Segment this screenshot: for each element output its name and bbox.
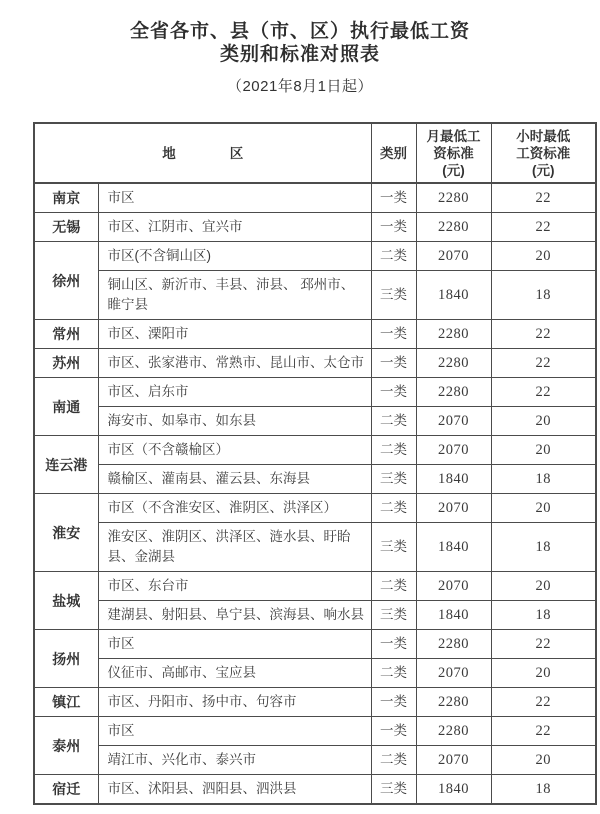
region-cell: 市区 — [98, 630, 371, 659]
table-row — [34, 465, 596, 494]
monthly-wage-cell: 2070 — [416, 436, 491, 465]
monthly-wage-cell: 2070 — [416, 242, 491, 271]
region-cell: 仪征市、高邮市、宝应县 — [98, 659, 371, 688]
hourly-wage-cell: 20 — [491, 659, 596, 688]
table-row — [34, 407, 596, 436]
category-cell: 二类 — [371, 572, 416, 601]
hourly-wage-cell: 22 — [491, 213, 596, 242]
table-row — [34, 775, 596, 805]
monthly-wage-cell: 2280 — [416, 183, 491, 213]
table-row — [34, 523, 596, 572]
city-cell: 镇江 — [34, 688, 98, 717]
page-title-line1: 全省各市、县（市、区）执行最低工资 — [129, 21, 470, 42]
header-monthly-line3: (元) — [442, 162, 465, 178]
table-row — [34, 213, 596, 242]
city-cell: 连云港 — [34, 436, 98, 494]
category-cell: 一类 — [371, 320, 416, 349]
monthly-wage-cell: 2280 — [416, 717, 491, 746]
hourly-wage-cell: 22 — [491, 688, 596, 717]
monthly-wage-cell: 1840 — [416, 523, 491, 572]
header-category: 类别 — [371, 123, 416, 183]
header-hourly-line1: 小时最低 — [516, 128, 571, 144]
hourly-wage-cell: 22 — [491, 183, 596, 213]
monthly-wage-cell: 2280 — [416, 378, 491, 407]
region-cell: 铜山区、新沂市、丰县、沛县、 邳州市、睢宁县 — [98, 271, 371, 320]
monthly-wage-cell: 2070 — [416, 572, 491, 601]
region-cell: 市区、江阴市、宜兴市 — [98, 213, 371, 242]
page-title-line2: 类别和标准对照表 — [219, 44, 380, 65]
region-cell: 海安市、如皋市、如东县 — [98, 407, 371, 436]
city-cell: 无锡 — [34, 213, 98, 242]
city-cell: 南通 — [34, 378, 98, 436]
category-cell: 一类 — [371, 349, 416, 378]
table-row — [34, 349, 596, 378]
category-cell: 三类 — [371, 523, 416, 572]
table-row — [34, 494, 596, 523]
header-hourly-line2: 工资标准 — [516, 145, 571, 161]
table-row — [34, 320, 596, 349]
region-cell: 淮安区、淮阴区、洪泽区、涟水县、盱眙县、金湖县 — [98, 523, 371, 572]
monthly-wage-cell: 1840 — [416, 775, 491, 805]
table-row — [34, 271, 596, 320]
region-cell: 市区 — [98, 717, 371, 746]
header-hourly-wage — [491, 123, 596, 183]
hourly-wage-cell: 22 — [491, 378, 596, 407]
hourly-wage-cell: 20 — [491, 494, 596, 523]
hourly-wage-cell: 22 — [491, 630, 596, 659]
category-cell: 三类 — [371, 601, 416, 630]
city-cell: 泰州 — [34, 717, 98, 775]
table-row — [34, 688, 596, 717]
region-cell: 市区、东台市 — [98, 572, 371, 601]
header-monthly-line2: 资标准 — [433, 145, 474, 161]
header-monthly-line1: 月最低工 — [426, 128, 481, 144]
region-cell: 市区、丹阳市、扬中市、句容市 — [98, 688, 371, 717]
region-cell: 市区（不含赣榆区） — [98, 436, 371, 465]
category-cell: 三类 — [371, 271, 416, 320]
category-cell: 一类 — [371, 688, 416, 717]
hourly-wage-cell: 22 — [491, 349, 596, 378]
monthly-wage-cell: 1840 — [416, 271, 491, 320]
city-cell: 苏州 — [34, 349, 98, 378]
region-cell: 靖江市、兴化市、泰兴市 — [98, 746, 371, 775]
hourly-wage-cell: 20 — [491, 436, 596, 465]
header-region: 地 区 — [34, 123, 371, 183]
hourly-wage-cell: 18 — [491, 465, 596, 494]
header-hourly-line3: (元) — [532, 162, 555, 178]
monthly-wage-cell: 2280 — [416, 213, 491, 242]
monthly-wage-cell: 1840 — [416, 465, 491, 494]
category-cell: 一类 — [371, 717, 416, 746]
region-cell: 市区 — [98, 183, 371, 213]
table-row — [34, 630, 596, 659]
category-cell: 一类 — [371, 630, 416, 659]
city-cell: 常州 — [34, 320, 98, 349]
region-cell: 市区、启东市 — [98, 378, 371, 407]
monthly-wage-cell: 2070 — [416, 746, 491, 775]
city-cell: 淮安 — [34, 494, 98, 572]
hourly-wage-cell: 20 — [491, 407, 596, 436]
hourly-wage-cell: 18 — [491, 271, 596, 320]
table-row — [34, 242, 596, 271]
table-row — [34, 183, 596, 213]
monthly-wage-cell: 2280 — [416, 688, 491, 717]
city-cell: 徐州 — [34, 242, 98, 320]
city-cell: 扬州 — [34, 630, 98, 688]
category-cell: 一类 — [371, 378, 416, 407]
region-cell: 市区、张家港市、常熟市、昆山市、太仓市 — [98, 349, 371, 378]
hourly-wage-cell: 18 — [491, 523, 596, 572]
min-wage-table — [33, 122, 597, 805]
category-cell: 二类 — [371, 436, 416, 465]
monthly-wage-cell: 2070 — [416, 659, 491, 688]
category-cell: 三类 — [371, 775, 416, 805]
category-cell: 二类 — [371, 746, 416, 775]
region-cell: 市区、沭阳县、泗阳县、泗洪县 — [98, 775, 371, 805]
city-cell: 南京 — [34, 183, 98, 213]
category-cell: 三类 — [371, 465, 416, 494]
monthly-wage-cell: 2070 — [416, 494, 491, 523]
page-title — [20, 20, 580, 66]
table-row — [34, 572, 596, 601]
monthly-wage-cell: 2070 — [416, 407, 491, 436]
table-row — [34, 746, 596, 775]
table-row — [34, 436, 596, 465]
category-cell: 二类 — [371, 659, 416, 688]
category-cell: 二类 — [371, 494, 416, 523]
category-cell: 二类 — [371, 242, 416, 271]
page-subtitle: （2021年8月1日起） — [226, 78, 374, 95]
hourly-wage-cell: 20 — [491, 746, 596, 775]
header-monthly-wage — [416, 123, 491, 183]
table-row — [34, 659, 596, 688]
hourly-wage-cell: 22 — [491, 717, 596, 746]
monthly-wage-cell: 2280 — [416, 320, 491, 349]
table-row — [34, 601, 596, 630]
monthly-wage-cell: 2280 — [416, 349, 491, 378]
region-cell: 赣榆区、灌南县、灌云县、东海县 — [98, 465, 371, 494]
table-header-row — [34, 123, 596, 183]
city-cell: 盐城 — [34, 572, 98, 630]
table-row — [34, 717, 596, 746]
monthly-wage-cell: 1840 — [416, 601, 491, 630]
category-cell: 二类 — [371, 407, 416, 436]
city-cell: 宿迁 — [34, 775, 98, 805]
category-cell: 一类 — [371, 183, 416, 213]
category-cell: 一类 — [371, 213, 416, 242]
monthly-wage-cell: 2280 — [416, 630, 491, 659]
table-row — [34, 378, 596, 407]
region-cell: 市区(不含铜山区) — [98, 242, 371, 271]
hourly-wage-cell: 20 — [491, 242, 596, 271]
region-cell: 市区（不含淮安区、淮阴区、洪泽区） — [98, 494, 371, 523]
hourly-wage-cell: 22 — [491, 320, 596, 349]
hourly-wage-cell: 20 — [491, 572, 596, 601]
hourly-wage-cell: 18 — [491, 775, 596, 805]
hourly-wage-cell: 18 — [491, 601, 596, 630]
region-cell: 建湖县、射阳县、阜宁县、滨海县、响水县 — [98, 601, 371, 630]
region-cell: 市区、溧阳市 — [98, 320, 371, 349]
